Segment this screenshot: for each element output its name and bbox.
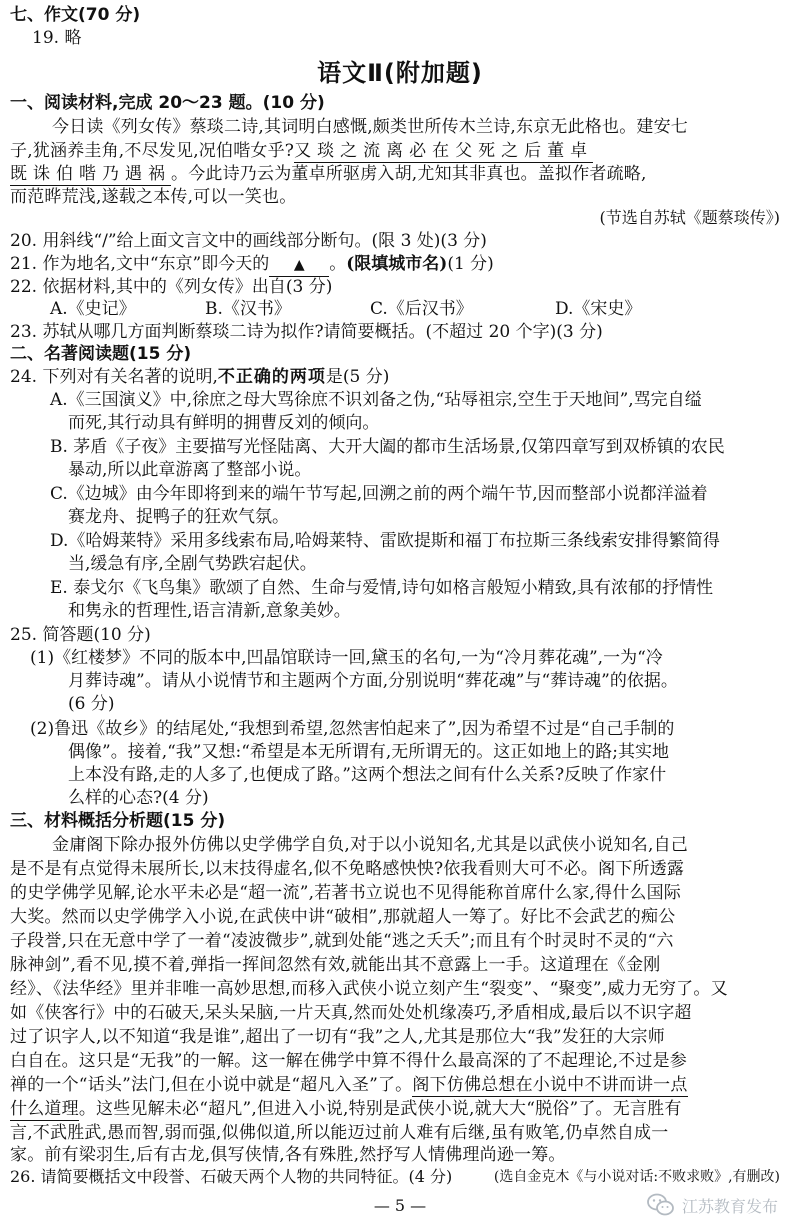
question-25: 25. 简答题(10 分) — [10, 625, 151, 645]
q25-2-line2: 偶像”。接着,“我”又想:“希望是本无所谓有,无所谓无的。这正如地上的路;其实地 — [68, 742, 670, 762]
q22-option-b[interactable]: B.《汉书》 — [205, 299, 291, 319]
passage3-line11 — [10, 1074, 688, 1096]
underlined-passage-b: 既诛伯喈乃遇祸 — [10, 164, 171, 184]
q24-option-d-line2: 当,缓急有序,全剧气势跌宕起伏。 — [68, 554, 317, 574]
passage1-line2 — [10, 140, 593, 162]
question-21-punct: 。 — [329, 254, 347, 274]
question-21-text: 21. 作为地名,文中“东京”即今天的 — [10, 254, 270, 274]
passage3-line13: 言,不武胜武,愚而智,弱而强,似佛似道,所以能迈过前人难有后继,虽有败笔,仍卓然自成一 — [10, 1123, 669, 1143]
q22-option-d[interactable]: D.《宋史》 — [555, 299, 642, 319]
passage1-line1: 今日读《列女传》蔡琰二诗,其词明白感慨,颇类世所传木兰诗,东京无此格也。建安七 — [52, 117, 689, 137]
watermark — [646, 1192, 778, 1218]
passage3-line3: 的史学佛学见解,论水平未必是“超一流”,若著书立说也不见得能称首席什么家,得什么国际 — [10, 883, 681, 903]
q24-option-a-line2: 而死,其行动具有鲜明的拥曹反刘的倾向。 — [68, 413, 380, 433]
underlined-passage-d: 什么道理 — [10, 1099, 79, 1119]
q25-1-line3: (6 分) — [68, 694, 115, 714]
passage1-text: 。今此诗乃云为董卓所驱虏入胡,尤知其非真也。盖拟作者疏略, — [171, 164, 647, 184]
q25-2-line3: 上本没有路,走的人多了,也便成了路。”这两个想法之间有什么关系?反映了作家什 — [68, 765, 667, 785]
q24-option-b-line1[interactable]: B. 茅盾《子夜》主要描写光怪陆离、大开大阖的都市生活场景,仅第四章写到双桥镇的农民 — [50, 437, 725, 457]
question-26: 26. 请简要概括文中段誉、石破天两个人物的共同特征。(4 分) — [10, 1167, 453, 1186]
passage3-line1: 金庸阁下除办报外仿佛以史学佛学自负,对于以小说知名,尤其是以武侠小说知名,自己 — [52, 835, 689, 855]
passage3-line12 — [10, 1098, 682, 1120]
page-title: 语文Ⅱ(附加题) — [317, 59, 483, 87]
underlined-passage-c: 阁下仿佛总想在小说中不讲而讲一点 — [412, 1075, 688, 1095]
passage3-line6: 脉神剑”,看不见,摸不着,弹指一挥间忽然有效,就能出其不意露上一手。这道理在《金刚 — [10, 955, 661, 975]
passage1-text: 子,犹涵养圭角,不尽发见,况伯喈女乎? — [10, 141, 295, 161]
q24-option-e-line2: 和隽永的哲理性,语言清新,意象美妙。 — [68, 601, 351, 621]
question-19: 19. 略 — [32, 28, 82, 48]
question-23: 23. 苏轼从哪几方面判断蔡琰二诗为拟作?请简要概括。(不超过 20 个字)(3 分) — [10, 322, 603, 342]
passage3-line5: 子段誉,只在无意中学了一着“凌波微步”,就到处能“逃之夭夭”;而且有个时灵时不灵的“六 — [10, 931, 674, 951]
passage3-line10: 白自在。这只是“无我”的一解。这一解在佛学中算不得什么最高深的了不起理论,不过是参 — [10, 1051, 687, 1071]
section-7-heading: 七、作文(70 分) — [10, 5, 141, 25]
q24-option-b-line2: 暴动,所以此章游离了整部小说。 — [68, 460, 312, 480]
part1-heading: 一、阅读材料,完成 20～23 题。(10 分) — [10, 93, 325, 113]
question-24-points: 是(5 分) — [325, 367, 390, 387]
question-21-points: (1 分) — [447, 254, 494, 274]
part2-heading: 二、名著阅读题(15 分) — [10, 344, 192, 364]
q25-2-line1: (2)鲁迅《故乡》的结尾处,“我想到希望,忽然害怕起来了”,因为希望不过是“自己手制的 — [30, 719, 675, 739]
passage3-text: 禅的一个“话头”法门,但在小说中就是“超凡入圣”了。 — [10, 1075, 413, 1095]
underlined-passage-a: 又琰之流离必在父死之后董卓 — [294, 141, 594, 161]
passage3-line7: 经》、《法华经》里并非唯一高妙思想,而移入武侠小说立刻产生“裂变”、“聚变”,威力无穷了。又 — [10, 979, 728, 999]
q24-option-c-line1[interactable]: C.《边城》由今年即将到来的端午节写起,回溯之前的两个端午节,因而整部小说都洋溢着 — [50, 484, 708, 504]
q24-option-e-line1[interactable]: E. 泰戈尔《飞鸟集》歌颂了自然、生命与爱情,诗句如格言般短小精致,具有浓郁的抒情性 — [50, 578, 714, 598]
q22-option-a[interactable]: A.《史记》 — [50, 299, 136, 319]
passage3-line9: 过了识字人,以不知道“我是谁”,超出了一切有“我”之人,尤其是那位大“我”发狂的大宗师 — [10, 1027, 665, 1047]
q22-option-c[interactable]: C.《后汉书》 — [370, 299, 473, 319]
passage3-source: (选自金克木《与小说对话:不败求败》,有删改) — [493, 1169, 780, 1185]
question-22: 22. 依据材料,其中的《列女传》出自(3 分) — [10, 277, 333, 297]
passage1-line3 — [10, 163, 647, 185]
q24-option-a-line1[interactable]: A.《三国演义》中,徐庶之母大骂徐庶不识刘备之伪,“玷辱祖宗,空生于天地间”,骂完自缢 — [50, 390, 702, 410]
q24-option-c-line2: 赛龙舟、捉鸭子的狂欢气氛。 — [68, 507, 289, 527]
question-24 — [10, 366, 389, 388]
passage1-line4: 而范晔荒浅,遂载之本传,可以一笑也。 — [10, 187, 297, 207]
q24-option-d-line1[interactable]: D.《哈姆莱特》采用多线索布局,哈姆莱特、雷欧提斯和福丁布拉斯三条线索安排得繁简得 — [50, 531, 720, 551]
wechat-icon — [646, 1192, 676, 1218]
question-24-text: 24. 下列对有关名著的说明, — [10, 367, 218, 387]
q25-1-line2: 月葬诗魂”。请从小说情节和主题两个方面,分别说明“葬花魂”与“葬诗魂”的依据。 — [68, 671, 678, 691]
part3-heading: 三、材料概括分析题(15 分) — [10, 811, 226, 831]
q25-1-line1: (1)《红楼梦》不同的版本中,凹晶馆联诗一回,黛玉的名句,一为“冷月葬花魂”,一为“冷 — [30, 648, 663, 668]
question-21 — [10, 253, 494, 277]
passage3-line8: 如《侠客行》中的石破天,呆头呆脑,一片天真,然而处处机缘凑巧,矛盾相成,最后以不识字超 — [10, 1003, 692, 1023]
passage3-line4: 大奖。然而以史学佛学入小说,在武侠中讲“破相”,那就超人一筹了。好比不会武艺的痴公 — [10, 907, 676, 927]
passage3-text: 。这些见解未必“超凡”,但进入小说,特别是武侠小说,就大大“脱俗”了。无言胜有 — [78, 1099, 682, 1119]
question-24-emphasis: 不正确的两项 — [217, 367, 326, 387]
question-20: 20. 用斜线“/”给上面文言文中的画线部分断句。(限 3 处)(3 分) — [10, 231, 487, 251]
passage3-line2: 是不是有点觉得未展所长,以末技得虚名,似不免略感怏怏?依我看则大可不必。阁下所透露 — [10, 859, 685, 879]
page-number: — 5 — — [373, 1196, 427, 1215]
passage3-line14: 家。前有梁羽生,后有古龙,俱写侠情,各有殊胜,然抒写人情佛理尚逊一筹。 — [10, 1145, 566, 1165]
answer-blank[interactable]: ▲ — [269, 254, 329, 277]
question-21-note: (限填城市名) — [346, 254, 448, 274]
watermark-text: 江苏教育发布 — [681, 1196, 778, 1216]
q25-2-line4: 么样的心态?(4 分) — [68, 788, 209, 808]
passage1-source: (节选自苏轼《题蔡琰传》) — [599, 208, 780, 227]
